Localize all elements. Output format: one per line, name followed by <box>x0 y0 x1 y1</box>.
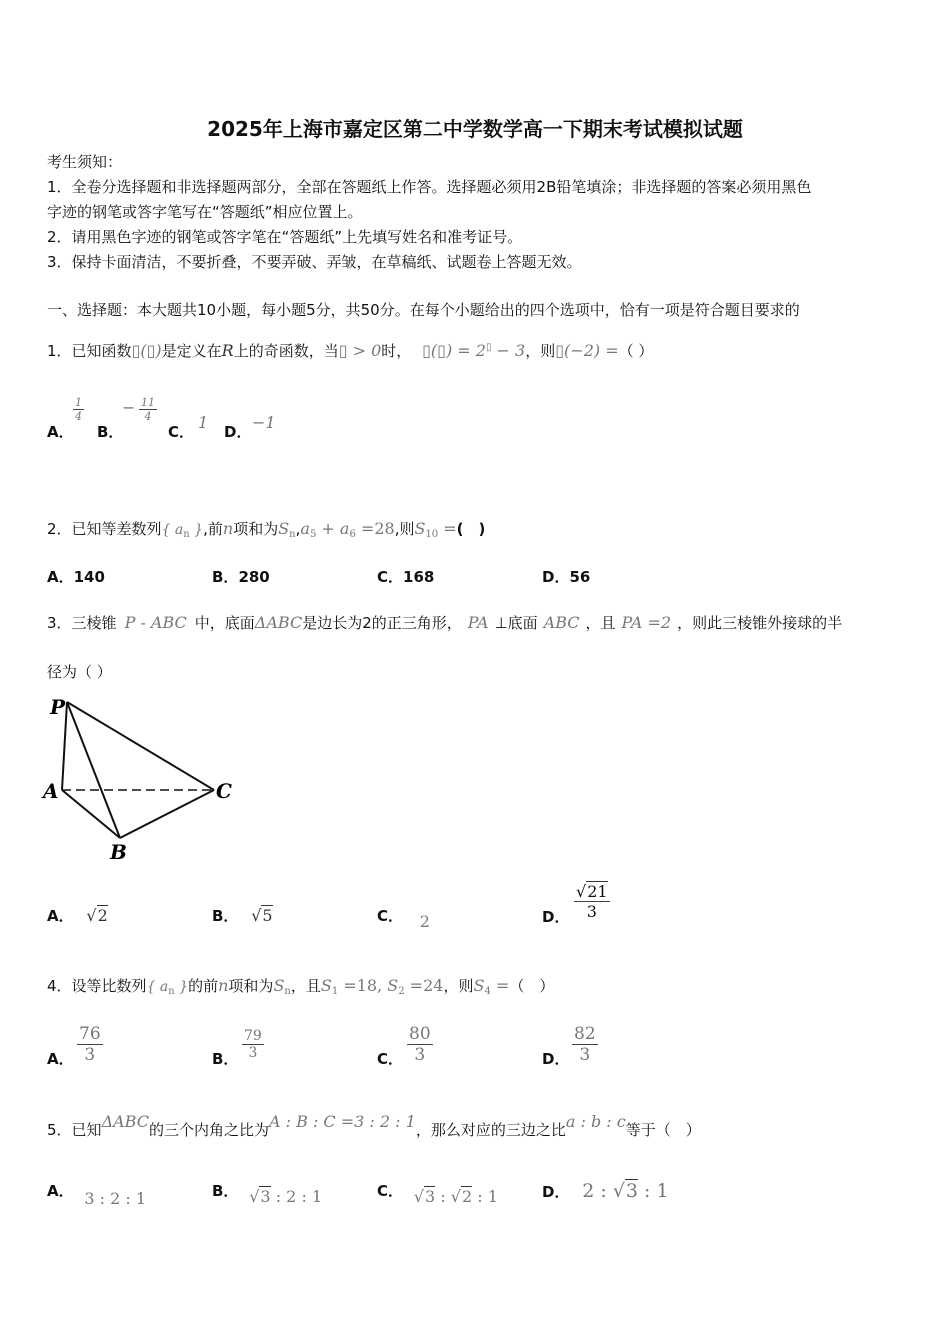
edge-pb <box>67 702 120 838</box>
q5-option-c[interactable]: C． √3 : √2 : 1 <box>377 1182 498 1206</box>
section-heading: 一、选择题：本大题共10小题，每小题5分，共50分。在每个小题给出的四个选项中，恰有一项是符合题目要求的 <box>47 301 800 319</box>
q3-option-b[interactable]: B． √5 <box>212 906 273 925</box>
question-number: 1． <box>47 342 72 360</box>
page-title: 2025年上海市嘉定区第二中学数学高一下期末考试模拟试题 <box>207 117 743 141</box>
notice-item: 2．请用黑色字迹的钢笔或答字笔在“答题纸”上先填写姓名和准考证号。 <box>47 228 523 246</box>
pyramid-figure <box>40 690 240 870</box>
notice-item: 字迹的钢笔或答字笔写在“答题纸”相应位置上。 <box>47 203 363 221</box>
edge-pc <box>67 702 214 790</box>
question-5: 5．已知ΔABC的三个内角之比为A : B : C =3 : 2 : 1，那么对应的三边之比a : b : c等于（ ） <box>47 1112 701 1139</box>
q2-option-a[interactable]: A．140 <box>47 568 105 586</box>
question-number: 5． <box>47 1121 72 1139</box>
question-3-cont: 径为（ ） <box>47 663 112 681</box>
question-number: 3． <box>47 614 72 632</box>
question-2: 2．已知等差数列{ $a_n$ },前n项和为$S_n,a_5 + a_6 =28$,则$S_{10}$ =( ) <box>47 519 486 540</box>
q2-option-b[interactable]: B．280 <box>212 568 270 586</box>
question-number: 4． <box>47 977 72 995</box>
label-a: A <box>43 779 59 803</box>
question-number: 2． <box>47 520 72 538</box>
q5-option-b[interactable]: B． √3 : 2 : 1 <box>212 1182 323 1206</box>
q2-option-d[interactable]: D．56 <box>542 568 591 586</box>
q3-option-c[interactable]: C． 2 <box>377 907 430 931</box>
label-b: B <box>110 840 127 864</box>
q3-option-a[interactable]: A． √2 <box>47 906 108 925</box>
q5-option-d[interactable]: D． 2 : √3 : 1 <box>542 1180 669 1202</box>
question-1: 1．已知函数▯(▯)是定义在R上的奇函数，当▯ > 0时， ▯(▯) = 2▯ − 3，则▯(−2) =（ ） <box>47 341 654 360</box>
notice-item: 3．保持卡面清洁，不要折叠，不要弄破、弄皱，在草稿纸、试题卷上答题无效。 <box>47 253 582 271</box>
label-c: C <box>216 779 232 803</box>
label-p: P <box>50 695 66 719</box>
question-4: 4．设等比数列{ $a_n$ }的前n项和为$S_n$，且$S_1 =18$, $S_2 =24$，则$S_4$ =（ ） <box>47 976 555 997</box>
notice-item: 1．全卷分选择题和非选择题两部分，全部在答题纸上作答。选择题必须用2B铅笔填涂；非选择题的答案必须用黑色 <box>47 178 812 196</box>
edge-bc <box>120 790 214 838</box>
notice-heading: 考生须知： <box>47 153 123 171</box>
q2-option-c[interactable]: C．168 <box>377 568 435 586</box>
question-3: 3．三棱锥 P - ABC 中，底面ΔABC是边长为2的正三角形， PA ⊥底面 ABC ，且 PA =2 ，则此三棱锥外接球的半 <box>47 613 843 632</box>
q5-option-a[interactable]: A． 3 : 2 : 1 <box>47 1182 147 1208</box>
